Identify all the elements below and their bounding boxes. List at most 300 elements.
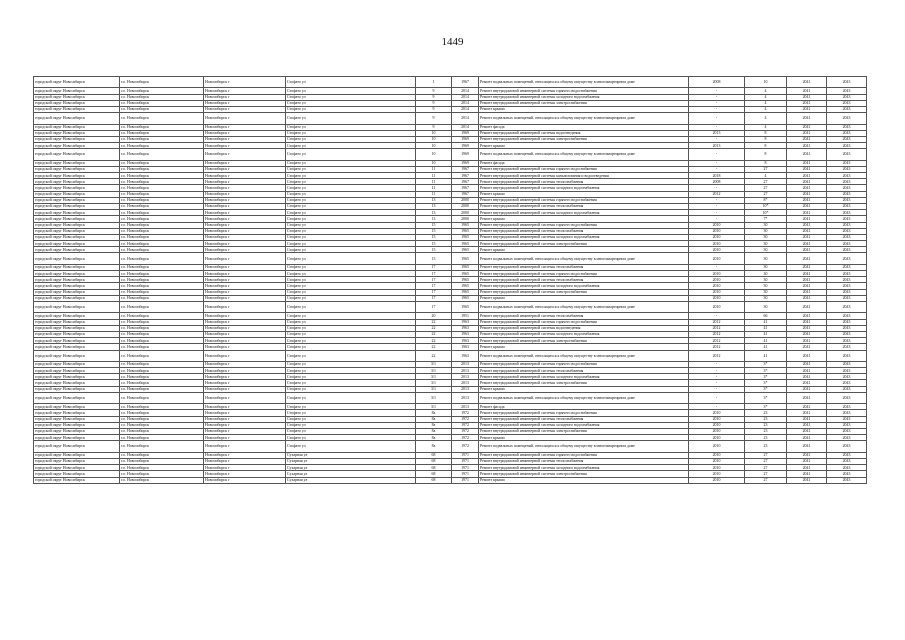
municipality-cell: городской округ Новосибирск [34, 422, 120, 428]
wear-cell: 3* [745, 361, 787, 367]
work-type-cell: Ремонт подвальных помещений, относящихся к общему имуществу в многоквартирном доме [479, 392, 689, 403]
locality-cell: Новосибирск г [204, 313, 286, 319]
municipality-cell: городской округ Новосибирск [34, 404, 120, 410]
plan-start-cell: 2041 [787, 302, 827, 313]
wear-cell: 30 [745, 295, 787, 301]
last-repair-cell: 2010 [689, 289, 745, 295]
house-cell: 68 [416, 477, 452, 483]
municipality-cell: городской округ Новосибирск [34, 179, 120, 185]
street-cell: Стофато ул [286, 253, 416, 264]
work-type-cell: Ремонт внутридомовой инженерной системы горячего водоснабжения [479, 197, 689, 203]
house-cell: 9 [416, 106, 452, 112]
year-built-cell: 1965 [452, 302, 479, 313]
locality-cell: Новосибирск г [204, 471, 286, 477]
work-type-cell: Ремонт внутридомовой инженерной системы горячего водоснабжения [479, 271, 689, 277]
locality-cell: Новосибирск г [204, 458, 286, 464]
street-cell: Стофато ул [286, 130, 416, 136]
plan-start-cell: 2041 [787, 319, 827, 325]
wear-cell: 4 [745, 173, 787, 179]
plan-end-cell: 2043 [827, 228, 867, 234]
wear-cell: 10 [745, 77, 787, 88]
house-cell: 17 [416, 302, 452, 313]
plan-start-cell: 2041 [787, 441, 827, 452]
work-type-cell: Ремонт крыши [479, 295, 689, 301]
locality-cell: Новосибирск г [204, 191, 286, 197]
last-repair-cell: 2010 [689, 222, 745, 228]
year-built-cell: 1965 [452, 253, 479, 264]
last-repair-cell: 2008 [689, 179, 745, 185]
work-type-cell: Ремонт внутридомовой инженерной системы горячего водоснабжения [479, 452, 689, 458]
plan-start-cell: 2041 [787, 410, 827, 416]
municipality-cell: городской округ Новосибирск [34, 143, 120, 149]
locality-cell: Новосибирск г [204, 331, 286, 337]
house-cell: 8а [416, 410, 452, 416]
house-cell: 15 [416, 253, 452, 264]
district-cell: г.о. Новосибирск [120, 106, 204, 112]
plan-start-cell: 2041 [787, 325, 827, 331]
year-built-cell: 2014 [452, 106, 479, 112]
street-cell: Стофато ул [286, 136, 416, 142]
year-built-cell: 1963 [452, 338, 479, 344]
wear-cell: 23 [745, 435, 787, 441]
street-cell: Стофато ул [286, 113, 416, 124]
wear-cell: 41 [745, 350, 787, 361]
work-type-cell: Ремонт крыши [479, 216, 689, 222]
year-built-cell: 1951 [452, 313, 479, 319]
year-built-cell: 1965 [452, 264, 479, 270]
plan-end-cell: 2043 [827, 435, 867, 441]
street-cell: Стофато ул [286, 179, 416, 185]
plan-start-cell: 2041 [787, 331, 827, 337]
year-built-cell: 1972 [452, 441, 479, 452]
municipality-cell: городской округ Новосибирск [34, 289, 120, 295]
house-cell: 22 [416, 319, 452, 325]
house-cell: 17 [416, 283, 452, 289]
plan-end-cell: 2043 [827, 106, 867, 112]
wear-cell: 3* [745, 392, 787, 403]
plan-end-cell: 2043 [827, 179, 867, 185]
district-cell: г.о. Новосибирск [120, 422, 204, 428]
house-cell: 1 [416, 77, 452, 88]
plan-start-cell: 2041 [787, 179, 827, 185]
plan-start-cell: 2041 [787, 160, 827, 166]
work-type-cell: Ремонт подвальных помещений, относящихся к общему имуществу в многоквартирном доме [479, 253, 689, 264]
house-cell: 9 [416, 113, 452, 124]
wear-cell: 27 [745, 191, 787, 197]
municipality-cell: городской округ Новосибирск [34, 271, 120, 277]
district-cell: г.о. Новосибирск [120, 416, 204, 422]
municipality-cell: городской округ Новосибирск [34, 283, 120, 289]
district-cell: г.о. Новосибирск [120, 295, 204, 301]
locality-cell: Новосибирск г [204, 428, 286, 434]
work-type-cell: Ремонт крыши [479, 386, 689, 392]
district-cell: г.о. Новосибирск [120, 210, 204, 216]
year-built-cell: 1965 [452, 271, 479, 277]
last-repair-cell: 2010 [689, 228, 745, 234]
street-cell: Стофато ул [286, 185, 416, 191]
year-built-cell: 1971 [452, 458, 479, 464]
last-repair-cell: 2010 [689, 410, 745, 416]
plan-start-cell: 2041 [787, 228, 827, 234]
wear-cell: 4 [745, 100, 787, 106]
work-type-cell: Ремонт внутридомовой инженерной системы теплоснабжения [479, 264, 689, 270]
district-cell: г.о. Новосибирск [120, 435, 204, 441]
wear-cell: 30 [745, 289, 787, 295]
year-built-cell: 2013 [452, 404, 479, 410]
work-type-cell: Ремонт внутридомовой инженерной системы теплоснабжения [479, 416, 689, 422]
work-type-cell: Ремонт крыши [479, 477, 689, 483]
street-cell: Стофато ул [286, 350, 416, 361]
house-cell: 22 [416, 338, 452, 344]
last-repair-cell: 2010 [689, 435, 745, 441]
house-cell: 13 [416, 197, 452, 203]
municipality-cell: городской округ Новосибирск [34, 277, 120, 283]
district-cell: г.о. Новосибирск [120, 253, 204, 264]
house-cell: 8а [416, 422, 452, 428]
district-cell: г.о. Новосибирск [120, 77, 204, 88]
house-cell: 22 [416, 344, 452, 350]
last-repair-cell: 2012 [689, 191, 745, 197]
repair-schedule-table [33, 76, 867, 484]
plan-end-cell: 2043 [827, 160, 867, 166]
district-cell: г.о. Новосибирск [120, 247, 204, 253]
district-cell: г.о. Новосибирск [120, 344, 204, 350]
year-built-cell: 1965 [452, 234, 479, 240]
wear-cell: 30 [745, 241, 787, 247]
work-type-cell: Ремонт внутридомовой инженерной системы теплоснабжения [479, 179, 689, 185]
locality-cell: Новосибирск г [204, 435, 286, 441]
year-built-cell: 1965 [452, 283, 479, 289]
locality-cell: Новосибирск г [204, 380, 286, 386]
house-cell: 10 [416, 149, 452, 160]
house-cell: 9 [416, 124, 452, 130]
street-cell: Стофато ул [286, 368, 416, 374]
plan-start-cell: 2041 [787, 124, 827, 130]
street-cell: Стофато ул [286, 404, 416, 410]
plan-start-cell: 2041 [787, 338, 827, 344]
street-cell: Стофато ул [286, 428, 416, 434]
plan-start-cell: 2041 [787, 88, 827, 94]
district-cell: г.о. Новосибирск [120, 264, 204, 270]
house-cell: 68 [416, 458, 452, 464]
locality-cell: Новосибирск г [204, 143, 286, 149]
house-cell: 15 [416, 247, 452, 253]
house-cell: 68 [416, 452, 452, 458]
locality-cell: Новосибирск г [204, 241, 286, 247]
municipality-cell: городской округ Новосибирск [34, 247, 120, 253]
plan-start-cell: 2041 [787, 264, 827, 270]
street-cell: Стофато ул [286, 289, 416, 295]
plan-end-cell: 2043 [827, 283, 867, 289]
district-cell: г.о. Новосибирск [120, 380, 204, 386]
locality-cell: Новосибирск г [204, 410, 286, 416]
locality-cell: Новосибирск г [204, 422, 286, 428]
municipality-cell: городской округ Новосибирск [34, 124, 120, 130]
last-repair-cell: 2010 [689, 471, 745, 477]
year-built-cell: 1967 [452, 179, 479, 185]
locality-cell: Новосибирск г [204, 350, 286, 361]
municipality-cell: городской округ Новосибирск [34, 197, 120, 203]
plan-end-cell: 2043 [827, 241, 867, 247]
district-cell: г.о. Новосибирск [120, 386, 204, 392]
street-cell: Стофато ул [286, 234, 416, 240]
street-cell: Стофато ул [286, 160, 416, 166]
plan-start-cell: 2041 [787, 452, 827, 458]
work-type-cell: Ремонт внутридомовой инженерной системы холодного водоснабжения [479, 331, 689, 337]
municipality-cell: городской округ Новосибирск [34, 325, 120, 331]
work-type-cell: Ремонт внутридомовой инженерной системы горячего водоснабжения [479, 361, 689, 367]
plan-end-cell: 2043 [827, 191, 867, 197]
street-cell: Сухарная ул [286, 452, 416, 458]
locality-cell: Новосибирск г [204, 222, 286, 228]
plan-end-cell: 2043 [827, 338, 867, 344]
last-repair-cell: - [689, 380, 745, 386]
work-type-cell: Ремонт внутридомовой инженерной системы электроснабжения [479, 100, 689, 106]
district-cell: г.о. Новосибирск [120, 241, 204, 247]
district-cell: г.о. Новосибирск [120, 331, 204, 337]
street-cell: Сухарная ул [286, 458, 416, 464]
wear-cell: 30 [745, 222, 787, 228]
district-cell: г.о. Новосибирск [120, 173, 204, 179]
plan-end-cell: 2043 [827, 289, 867, 295]
year-built-cell: 1971 [452, 452, 479, 458]
plan-start-cell: 2041 [787, 374, 827, 380]
house-cell: 11 [416, 173, 452, 179]
municipality-cell: городской округ Новосибирск [34, 185, 120, 191]
last-repair-cell: 2010 [689, 277, 745, 283]
year-built-cell: 1965 [452, 247, 479, 253]
locality-cell: Новосибирск г [204, 302, 286, 313]
street-cell: Стофато ул [286, 143, 416, 149]
municipality-cell: городской округ Новосибирск [34, 253, 120, 264]
year-built-cell: 1969 [452, 130, 479, 136]
house-cell: 13 [416, 216, 452, 222]
plan-start-cell: 2041 [787, 386, 827, 392]
street-cell: Стофато ул [286, 106, 416, 112]
table-row [34, 113, 867, 124]
house-cell: 3/1 [416, 368, 452, 374]
house-cell: 22 [416, 331, 452, 337]
wear-cell: 7* [745, 216, 787, 222]
locality-cell: Новосибирск г [204, 253, 286, 264]
locality-cell: Новосибирск г [204, 173, 286, 179]
plan-start-cell: 2041 [787, 368, 827, 374]
house-cell: 15 [416, 234, 452, 240]
plan-start-cell: 2041 [787, 277, 827, 283]
wear-cell: 23 [745, 428, 787, 434]
work-type-cell: Ремонт внутридомовой инженерной системы холодного водоснабжения [479, 185, 689, 191]
year-built-cell: 2013 [452, 386, 479, 392]
plan-start-cell: 2041 [787, 247, 827, 253]
year-built-cell: 2000 [452, 203, 479, 209]
plan-end-cell: 2043 [827, 350, 867, 361]
street-cell: Стофато ул [286, 319, 416, 325]
district-cell: г.о. Новосибирск [120, 179, 204, 185]
district-cell: г.о. Новосибирск [120, 368, 204, 374]
house-cell: 17 [416, 295, 452, 301]
house-cell: 22 [416, 350, 452, 361]
year-built-cell: 1969 [452, 143, 479, 149]
house-cell: 10 [416, 143, 452, 149]
house-cell: 10 [416, 130, 452, 136]
last-repair-cell: 2010 [689, 452, 745, 458]
year-built-cell: 2000 [452, 197, 479, 203]
municipality-cell: городской округ Новосибирск [34, 465, 120, 471]
plan-end-cell: 2043 [827, 203, 867, 209]
municipality-cell: городской округ Новосибирск [34, 458, 120, 464]
house-cell: 13 [416, 203, 452, 209]
year-built-cell: 2014 [452, 124, 479, 130]
year-built-cell: 2013 [452, 368, 479, 374]
year-built-cell: 2013 [452, 374, 479, 380]
last-repair-cell: 2010 [689, 441, 745, 452]
work-type-cell: Ремонт внутридомовой инженерной системы горячего водоснабжения [479, 319, 689, 325]
work-type-cell: Ремонт подвальных помещений, относящихся к общему имуществу в многоквартирном доме [479, 441, 689, 452]
municipality-cell: городской округ Новосибирск [34, 130, 120, 136]
municipality-cell: городской округ Новосибирск [34, 477, 120, 483]
last-repair-cell: 2010 [689, 416, 745, 422]
last-repair-cell: 2010 [689, 241, 745, 247]
wear-cell: 41 [745, 325, 787, 331]
year-built-cell: 1963 [452, 344, 479, 350]
wear-cell: 10* [745, 203, 787, 209]
locality-cell: Новосибирск г [204, 179, 286, 185]
wear-cell: 8 [745, 149, 787, 160]
locality-cell: Новосибирск г [204, 166, 286, 172]
last-repair-cell: 2010 [689, 477, 745, 483]
work-type-cell: Ремонт внутридомовой инженерной системы холодного водоснабжения [479, 422, 689, 428]
wear-cell: 3* [745, 368, 787, 374]
house-cell: 9 [416, 100, 452, 106]
year-built-cell: 2000 [452, 216, 479, 222]
plan-end-cell: 2043 [827, 234, 867, 240]
municipality-cell: городской округ Новосибирск [34, 136, 120, 142]
municipality-cell: городской округ Новосибирск [34, 77, 120, 88]
plan-end-cell: 2043 [827, 380, 867, 386]
work-type-cell: Ремонт внутридомовой инженерной системы холодного водоснабжения [479, 374, 689, 380]
locality-cell: Новосибирск г [204, 130, 286, 136]
last-repair-cell: 2013 [689, 143, 745, 149]
wear-cell: 27 [745, 465, 787, 471]
year-built-cell: 1969 [452, 160, 479, 166]
street-cell: Стофато ул [286, 264, 416, 270]
wear-cell: 4 [745, 124, 787, 130]
house-cell: 8а [416, 428, 452, 434]
last-repair-cell: 2010 [689, 458, 745, 464]
municipality-cell: городской округ Новосибирск [34, 350, 120, 361]
district-cell: г.о. Новосибирск [120, 100, 204, 106]
year-built-cell: 1965 [452, 289, 479, 295]
plan-end-cell: 2043 [827, 404, 867, 410]
locality-cell: Новосибирск г [204, 197, 286, 203]
wear-cell: 30 [745, 228, 787, 234]
locality-cell: Новосибирск г [204, 283, 286, 289]
municipality-cell: городской округ Новосибирск [34, 191, 120, 197]
street-cell: Стофато ул [286, 149, 416, 160]
last-repair-cell: - [689, 185, 745, 191]
locality-cell: Новосибирск г [204, 392, 286, 403]
district-cell: г.о. Новосибирск [120, 234, 204, 240]
plan-end-cell: 2043 [827, 422, 867, 428]
plan-start-cell: 2041 [787, 216, 827, 222]
house-cell: 15 [416, 222, 452, 228]
locality-cell: Новосибирск г [204, 247, 286, 253]
plan-start-cell: 2041 [787, 253, 827, 264]
plan-start-cell: 2041 [787, 404, 827, 410]
plan-start-cell: 2041 [787, 361, 827, 367]
year-built-cell: 1965 [452, 295, 479, 301]
plan-start-cell: 2041 [787, 210, 827, 216]
work-type-cell: Ремонт внутридомовой инженерной системы теплоснабжения [479, 458, 689, 464]
locality-cell: Новосибирск г [204, 94, 286, 100]
last-repair-cell: 2013 [689, 130, 745, 136]
year-built-cell: 2000 [452, 210, 479, 216]
last-repair-cell: 2010 [689, 247, 745, 253]
wear-cell: 30 [745, 283, 787, 289]
plan-start-cell: 2041 [787, 113, 827, 124]
plan-end-cell: 2043 [827, 271, 867, 277]
municipality-cell: городской округ Новосибирск [34, 313, 120, 319]
locality-cell: Новосибирск г [204, 386, 286, 392]
house-cell: 17 [416, 271, 452, 277]
municipality-cell: городской округ Новосибирск [34, 210, 120, 216]
year-built-cell: 1967 [452, 191, 479, 197]
locality-cell: Новосибирск г [204, 289, 286, 295]
year-built-cell: 1963 [452, 325, 479, 331]
plan-end-cell: 2043 [827, 325, 867, 331]
plan-start-cell: 2041 [787, 166, 827, 172]
locality-cell: Новосибирск г [204, 216, 286, 222]
locality-cell: Новосибирск г [204, 368, 286, 374]
street-cell: Стофато ул [286, 392, 416, 403]
street-cell: Стофато ул [286, 410, 416, 416]
street-cell: Сухарная ул [286, 471, 416, 477]
year-built-cell: 1972 [452, 435, 479, 441]
plan-end-cell: 2043 [827, 331, 867, 337]
locality-cell: Новосибирск г [204, 100, 286, 106]
last-repair-cell: - [689, 404, 745, 410]
street-cell: Стофато ул [286, 94, 416, 100]
plan-start-cell: 2041 [787, 222, 827, 228]
work-type-cell: Ремонт фасада [479, 160, 689, 166]
wear-cell: 8 [745, 136, 787, 142]
house-cell: 11 [416, 166, 452, 172]
last-repair-cell: - [689, 374, 745, 380]
table-body [34, 77, 867, 484]
year-built-cell: 1971 [452, 477, 479, 483]
plan-end-cell: 2043 [827, 210, 867, 216]
plan-start-cell: 2041 [787, 471, 827, 477]
municipality-cell: городской округ Новосибирск [34, 149, 120, 160]
district-cell: г.о. Новосибирск [120, 428, 204, 434]
district-cell: г.о. Новосибирск [120, 477, 204, 483]
plan-start-cell: 2041 [787, 428, 827, 434]
plan-end-cell: 2043 [827, 319, 867, 325]
district-cell: г.о. Новосибирск [120, 361, 204, 367]
plan-end-cell: 2043 [827, 100, 867, 106]
municipality-cell: городской округ Новосибирск [34, 160, 120, 166]
plan-end-cell: 2043 [827, 477, 867, 483]
district-cell: г.о. Новосибирск [120, 392, 204, 403]
plan-start-cell: 2041 [787, 173, 827, 179]
locality-cell: Новосибирск г [204, 374, 286, 380]
district-cell: г.о. Новосибирск [120, 160, 204, 166]
locality-cell: Новосибирск г [204, 264, 286, 270]
street-cell: Сухарная ул [286, 465, 416, 471]
year-built-cell: 1965 [452, 228, 479, 234]
locality-cell: Новосибирск г [204, 124, 286, 130]
year-built-cell: 1965 [452, 241, 479, 247]
